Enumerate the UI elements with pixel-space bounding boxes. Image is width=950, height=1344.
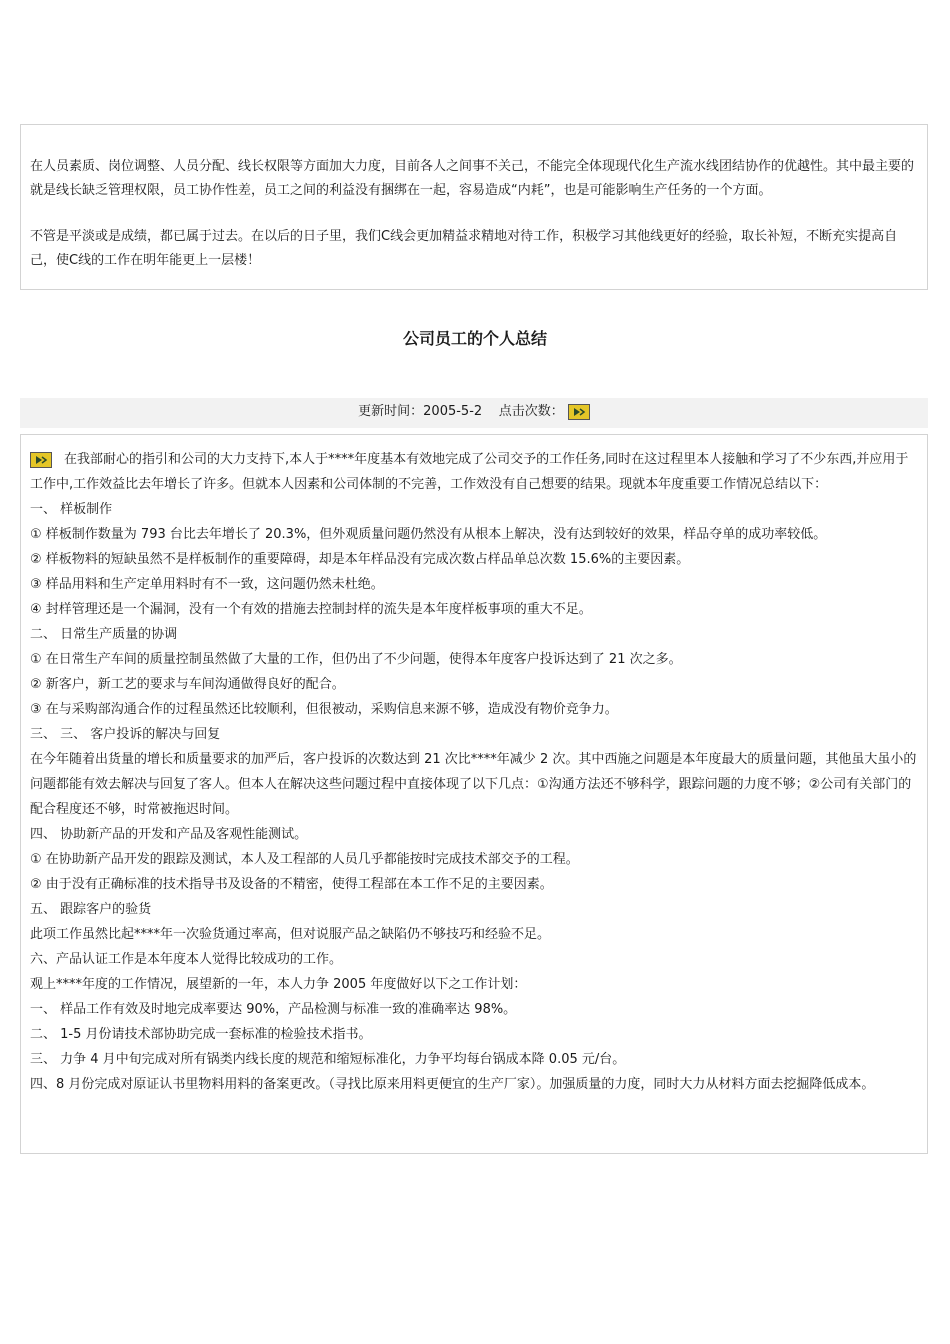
body-line: 此项工作虽然比起****年一次验货通过率高，但对说服产品之缺陷仍不够技巧和经验不足。: [30, 927, 551, 942]
article-body: [20, 434, 928, 1154]
body-line: 五、 跟踪客户的验货: [30, 902, 152, 917]
intro-text: 在我部耐心的指引和公司的大力支持下,本人于****年度基本有效地完成了公司交予的工作任务,同时在这过程里本人接触和学习了不少东西,并应用于工作中,工作效益比去年增长了许多。但就本人因素和公司体制的不完善，工作效没有自己想要的结果。现就本年度重要工作情况总结以下：: [30, 452, 909, 492]
body-line: 二、 1-5 月份请技术部协助完成一套标准的检验技术指书。: [30, 1027, 372, 1042]
article-title: 公司员工的个人总结: [402, 329, 547, 348]
article-meta-bar: [20, 398, 928, 428]
hit-counter-icon: [30, 452, 52, 468]
body-line: 四、 协助新产品的开发和产品及客观性能测试。: [30, 827, 308, 842]
body-line: 三、 三、 客户投诉的解决与回复: [30, 727, 221, 742]
body-line: 在今年随着出货量的增长和质量要求的加严后，客户投诉的次数达到 21 次比****年减少 2 次。其中西施之问题是本年度最大的质量问题，其他虽大虽小的问题都能有效去解决与回复了客人。但本人在解决这些问题过程中直接体现了以下几点：①沟通方法还不够科学，跟踪问题的力度不够；②公司有关部门的配合程度还不够，时常被拖迟时间。: [30, 752, 917, 817]
body-line: ② 样板物料的短缺虽然不是样板制作的重要障碍，却是本年样品没有完成次数占样品单总次数 15.6%的主要因素。: [30, 552, 690, 567]
hit-counter-icon: [568, 404, 590, 420]
body-line: 六、产品认证工作是本年度本人觉得比较成功的工作。: [30, 952, 343, 967]
body-line: 一、 样品工作有效及时地完成率要达 90%，产品检测与标准一致的准确率达 98%。: [30, 1002, 517, 1017]
body-line: 一、 样板制作: [30, 502, 113, 517]
body-line: ② 由于没有正确标准的技术指导书及设备的不精密，使得工程部在本工作不足的主要因素。: [30, 877, 553, 892]
intro-paragraph: [30, 447, 918, 497]
body-line: 三、 力争 4 月中旬完成对所有锅类内线长度的规范和缩短标准化，力争平均每台锅成本降 0.05 元/台。: [30, 1052, 626, 1067]
body-line: ③ 在与采购部沟通合作的过程虽然还比较顺利，但很被动，采购信息来源不够，造成没有物价竞争力。: [30, 702, 618, 717]
body-line: ③ 样品用料和生产定单用料时有不一致，这问题仍然未杜绝。: [30, 577, 384, 592]
body-line: 四、8 月份完成对原证认书里物料用料的备案更改。（寻找比原来用料更便宜的生产厂家）。加强质量的力度，同时大力从材料方面去挖掘降低成本。: [30, 1077, 875, 1092]
top-paragraph-1: 在人员素质、岗位调整、人员分配、线长权限等方面加大力度，目前各人之间事不关己，不能完全体现现代化生产流水线团结协作的优越性。其中最主要的就是线长缺乏管理权限，员工协作性差，员工之间的利益没有捆绑在一起，容易造成“内耗”，也是可能影响生产任务的一个方面。: [30, 159, 915, 198]
body-line: ① 在协助新产品开发的跟踪及测试，本人及工程部的人员几乎都能按时完成技术部交予的工程。: [30, 852, 579, 867]
updated-date: 2005-5-2: [423, 404, 483, 419]
updated-label: 更新时间：: [358, 404, 424, 419]
body-line: ① 在日常生产车间的质量控制虽然做了大量的工作，但仍出了不少问题，使得本年度客户投诉达到了 21 次之多。: [30, 652, 682, 667]
body-line: ① 样板制作数量为 793 台比去年增长了 20.3%，但外观质量问题仍然没有从根本上解决，没有达到较好的效果，样品夺单的成功率较低。: [30, 527, 827, 542]
top-summary-box: [20, 124, 928, 290]
top-paragraph-2: 不管是平淡或是成绩，都已属于过去。在以后的日子里，我们C线会更加精益求精地对待工作，积极学习其他线更好的经验，取长补短，不断充实提高自己，使C线的工作在明年能更上一层楼！: [30, 229, 898, 268]
body-line: 观上****年度的工作情况，展望新的一年，本人力争 2005 年度做好以下之工作计划：: [30, 977, 527, 992]
body-line: ④ 封样管理还是一个漏洞，没有一个有效的措施去控制封样的流失是本年度样板事项的重大不足。: [30, 602, 592, 617]
body-line: 二、 日常生产质量的协调: [30, 627, 178, 642]
body-line: ② 新客户，新工艺的要求与车间沟通做得良好的配合。: [30, 677, 345, 692]
clicks-label: 点击次数：: [498, 404, 564, 419]
